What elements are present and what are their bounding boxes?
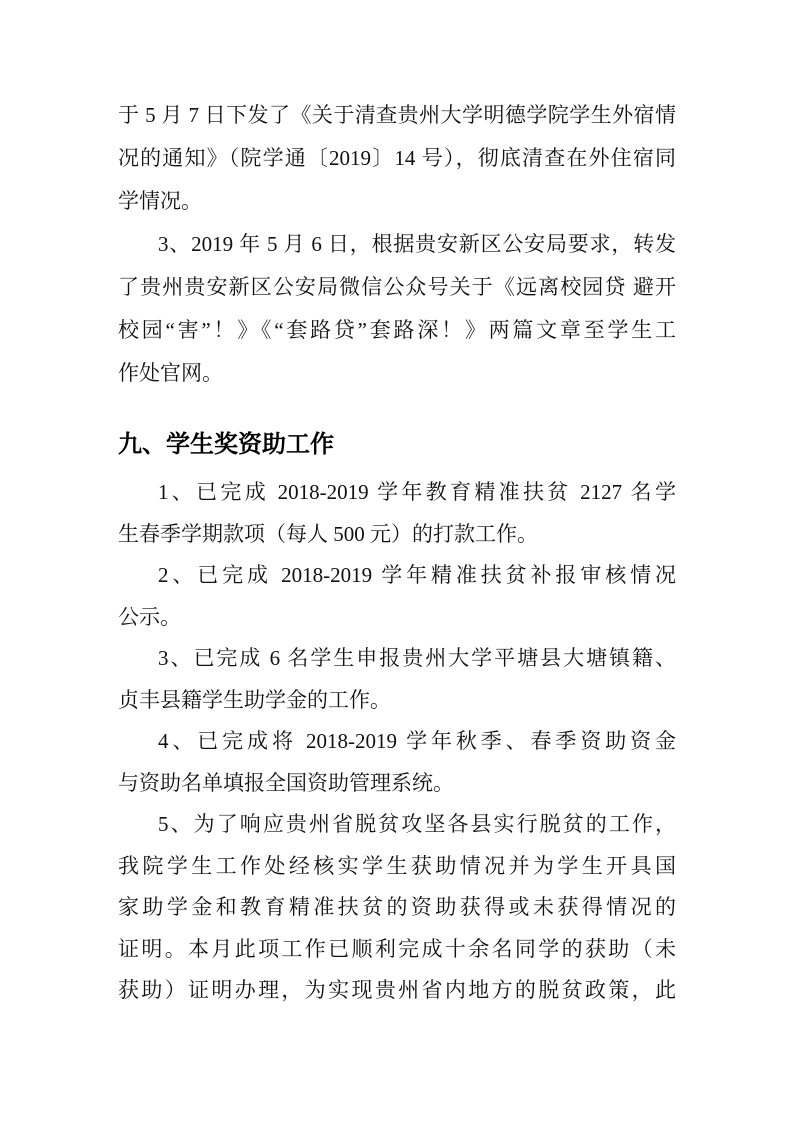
paragraph-line: 贞丰县籍学生助学金的工作。	[118, 687, 391, 712]
paragraph-line: 校园“害”！》《“套路贷”套路深！》两篇文章至学生工	[118, 318, 676, 342]
paragraph-line: 学情况。	[118, 189, 202, 213]
paragraph-line: 3、2019 年 5 月 6 日，根据贵安新区公安局要求，转发	[158, 232, 676, 256]
paragraph-line: 获助）证明办理，为实现贵州省内地方的脱贫政策，此	[118, 978, 676, 1002]
items-section	[118, 472, 676, 1012]
paragraph-line: 况的通知》（院学通〔2019〕14 号），彻底清查在外住宿同	[118, 146, 676, 170]
paragraph-line: 家助学金和教育精准扶贫的资助获得或未获得情况的	[118, 895, 676, 919]
paragraph-line: 1、已完成 2018-2019 学年教育精准扶贫 2127 名学	[158, 480, 676, 504]
paragraph-line: 了贵州贵安新区公安局微信公众号关于《远离校园贷 避开	[118, 275, 676, 299]
paragraph-line: 与资助名单填报全国资助管理系统。	[118, 770, 454, 795]
section-heading: 九、学生奖资助工作	[118, 431, 334, 458]
paragraph-line: 2、已完成 2018-2019 学年精准扶贫补报审核情况	[158, 563, 676, 587]
paragraph-line: 生春季学期款项（每人 500 元）的打款工作。	[118, 521, 538, 546]
paragraph-line: 3、已完成 6 名学生申报贵州大学平塘县大塘镇籍、	[158, 646, 676, 670]
paragraph-line: 5、为了响应贵州省脱贫攻坚各县实行脱贫的工作，	[158, 812, 676, 836]
paragraph-line: 我院学生工作处经核实学生获助情况并为学生开具国	[118, 853, 676, 878]
paragraph-line: 4、已完成将 2018-2019 学年秋季、春季资助资金	[158, 729, 676, 753]
top-section	[118, 94, 676, 395]
paragraph-line: 作处官网。	[118, 361, 223, 385]
paragraph-line: 于 5 月 7 日下发了《关于清查贵州大学明德学院学生外宿情	[118, 103, 676, 127]
paragraph-line: 证明。本月此项工作已顺利完成十余名同学的获助（未	[118, 936, 676, 961]
paragraph-line: 公示。	[118, 604, 181, 629]
